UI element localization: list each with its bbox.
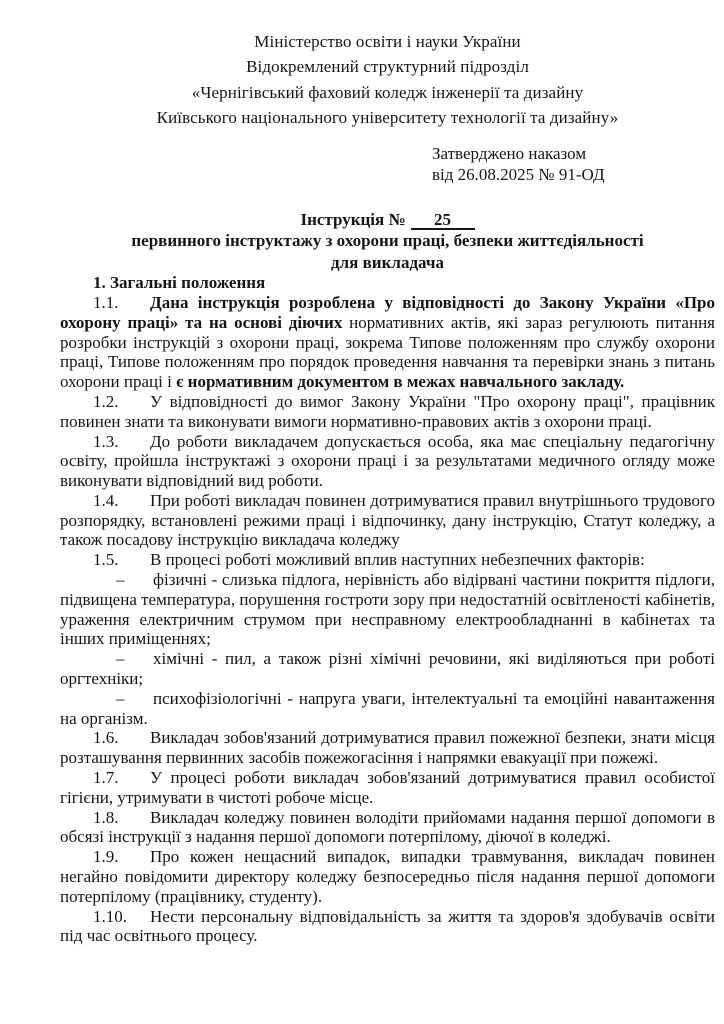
bullet-psychophysiological-factors <box>60 689 715 729</box>
item-number: 1.5. <box>93 550 119 570</box>
bullet-psychophysiological-text: психофізіологічні - напруга уваги, інтелектуальні та емоційні навантаження на організм. <box>60 688 715 728</box>
bullet-dash: – <box>116 688 125 708</box>
bullet-dash: – <box>116 649 125 669</box>
paragraph-1-5 <box>60 550 715 570</box>
paragraph-1-7-text: У процесі роботи викладач зобов'язаний дотримуватися правил особистої гігієни, утримувати в чистоті робоче місце. <box>60 768 715 807</box>
approval-stamp <box>432 143 715 185</box>
title-audience: для викладача <box>331 252 444 272</box>
paragraph-1-9-text: Про кожен нещасний випадок, випадки травмування, викладач повинен негайно повідомити директору коледжу безпосередньо після надання першої допомоги потерпілому (працівнику, студенту). <box>60 847 715 906</box>
header-line-college: «Чернігівський фаховий коледж інженерії та дизайну <box>191 82 584 102</box>
title-line-number <box>60 209 715 231</box>
paragraph-1-6-text: Викладач зобов'язаний дотримуватися правил пожежної безпеки, знати місця розташування первинних засобів пожежогасіння і напрямки евакуації при пожежі. <box>60 728 715 768</box>
paragraph-1-10-text: Нести персональну відповідальність за життя та здоров'я здобувачів освіти під час освітнього процесу. <box>60 906 715 946</box>
item-number: 1.7. <box>93 768 119 788</box>
document-header <box>60 29 715 131</box>
item-number: 1.1. <box>93 292 119 312</box>
section-heading-general: 1. Загальні положення <box>93 273 266 293</box>
item-number: 1.10. <box>93 906 127 926</box>
paragraph-1-10 <box>60 907 715 947</box>
paragraph-1-3-text: До роботи викладачем допускається особа, яка має спеціальну педагогічну освіту, пройшла інструктажі з охорони праці і за результатами медичного огляду може виконувати відповідний вид роботи. <box>60 431 715 491</box>
approval-order-line: від 26.08.2025 № 91-ОД <box>432 164 605 184</box>
item-number: 1.8. <box>93 807 119 827</box>
document-title <box>60 209 715 274</box>
header-line-university: Київського національного університету технології та дизайну» <box>156 108 619 128</box>
document-body <box>60 273 715 946</box>
paragraph-1-2 <box>60 392 715 432</box>
paragraph-1-3 <box>60 432 715 491</box>
item-number: 1.9. <box>93 847 119 867</box>
item-number: 1.4. <box>93 490 119 510</box>
paragraph-1-4 <box>60 491 715 550</box>
paragraph-1-1-middle: нормативних актів, які зараз регулюють питання розробки інструкцій з охорони праці, зокрема Типове положенням про службу охорони праці, Типове положенням про порядок проведення навчання та перевірки знань з питань охорони праці і <box>60 312 715 392</box>
item-number: 1.3. <box>93 431 119 451</box>
bullet-chemical-factors <box>60 649 715 689</box>
paragraph-1-6 <box>60 728 715 768</box>
paragraph-1-8 <box>60 808 715 848</box>
paragraph-1-1-bold-end: є нормативним документом в межах навчального закладу. <box>176 372 625 392</box>
paragraph-1-4-text: При роботі викладач повинен дотримуватися правил внутрішнього трудового розпорядку, встановлені режими праці і відпочинку, дану інструкцію, Статут коледжу, а також посадову інструкцію викладача коледжу <box>60 490 715 550</box>
paragraph-1-2-text: У відповідності до вимог Закону України "Про охорону праці", працівник повинен знати та виконувати вимоги нормативно-правових актів з охорони праці. <box>60 391 715 431</box>
bullet-dash: – <box>116 570 125 590</box>
header-line-subdivision: Відокремлений структурний підрозділ <box>246 57 529 77</box>
bullet-physical-text: фізичні - слизька підлога, нерівність або відірвані частини покриття підлоги, підвищена температура, порушення гостроти зору при недостатній освітленості кабінетів, ураження електричним струмом при несправному електрообладнанні в кабінетах та інших приміщеннях; <box>60 570 716 649</box>
paragraph-1-1-bold-start: Дана інструкція розроблена у відповідності до Закону України «Про охорону праці» та на основі діючих <box>60 292 715 332</box>
header-line-ministry: Міністерство освіти і науки України <box>254 32 521 51</box>
paragraph-1-5-text: В процесі роботі можливий вплив наступних небезпечних факторів: <box>150 550 645 570</box>
paragraph-1-1 <box>60 293 715 392</box>
item-number: 1.2. <box>93 391 119 411</box>
bullet-chemical-text: хімічні - пил, а також різні хімічні речовини, які виділяються при роботі оргтехніки; <box>60 649 715 689</box>
instruction-number: 25 <box>411 211 475 230</box>
title-label: Інструкція № <box>300 209 406 229</box>
paragraph-1-8-text: Викладач коледжу повинен володіти прийомами надання першої допомоги в обсязі інструкції з надання першої допомоги потерпілому, діючої в коледжі. <box>60 807 715 847</box>
bullet-physical-factors <box>60 570 715 649</box>
item-number: 1.6. <box>93 728 119 748</box>
approval-line: Затверджено наказом <box>432 143 587 163</box>
paragraph-1-7 <box>60 768 715 808</box>
paragraph-1-9 <box>60 847 715 906</box>
title-subtitle: первинного інструктажу з охорони праці, безпеки життєдіяльності <box>131 231 644 251</box>
